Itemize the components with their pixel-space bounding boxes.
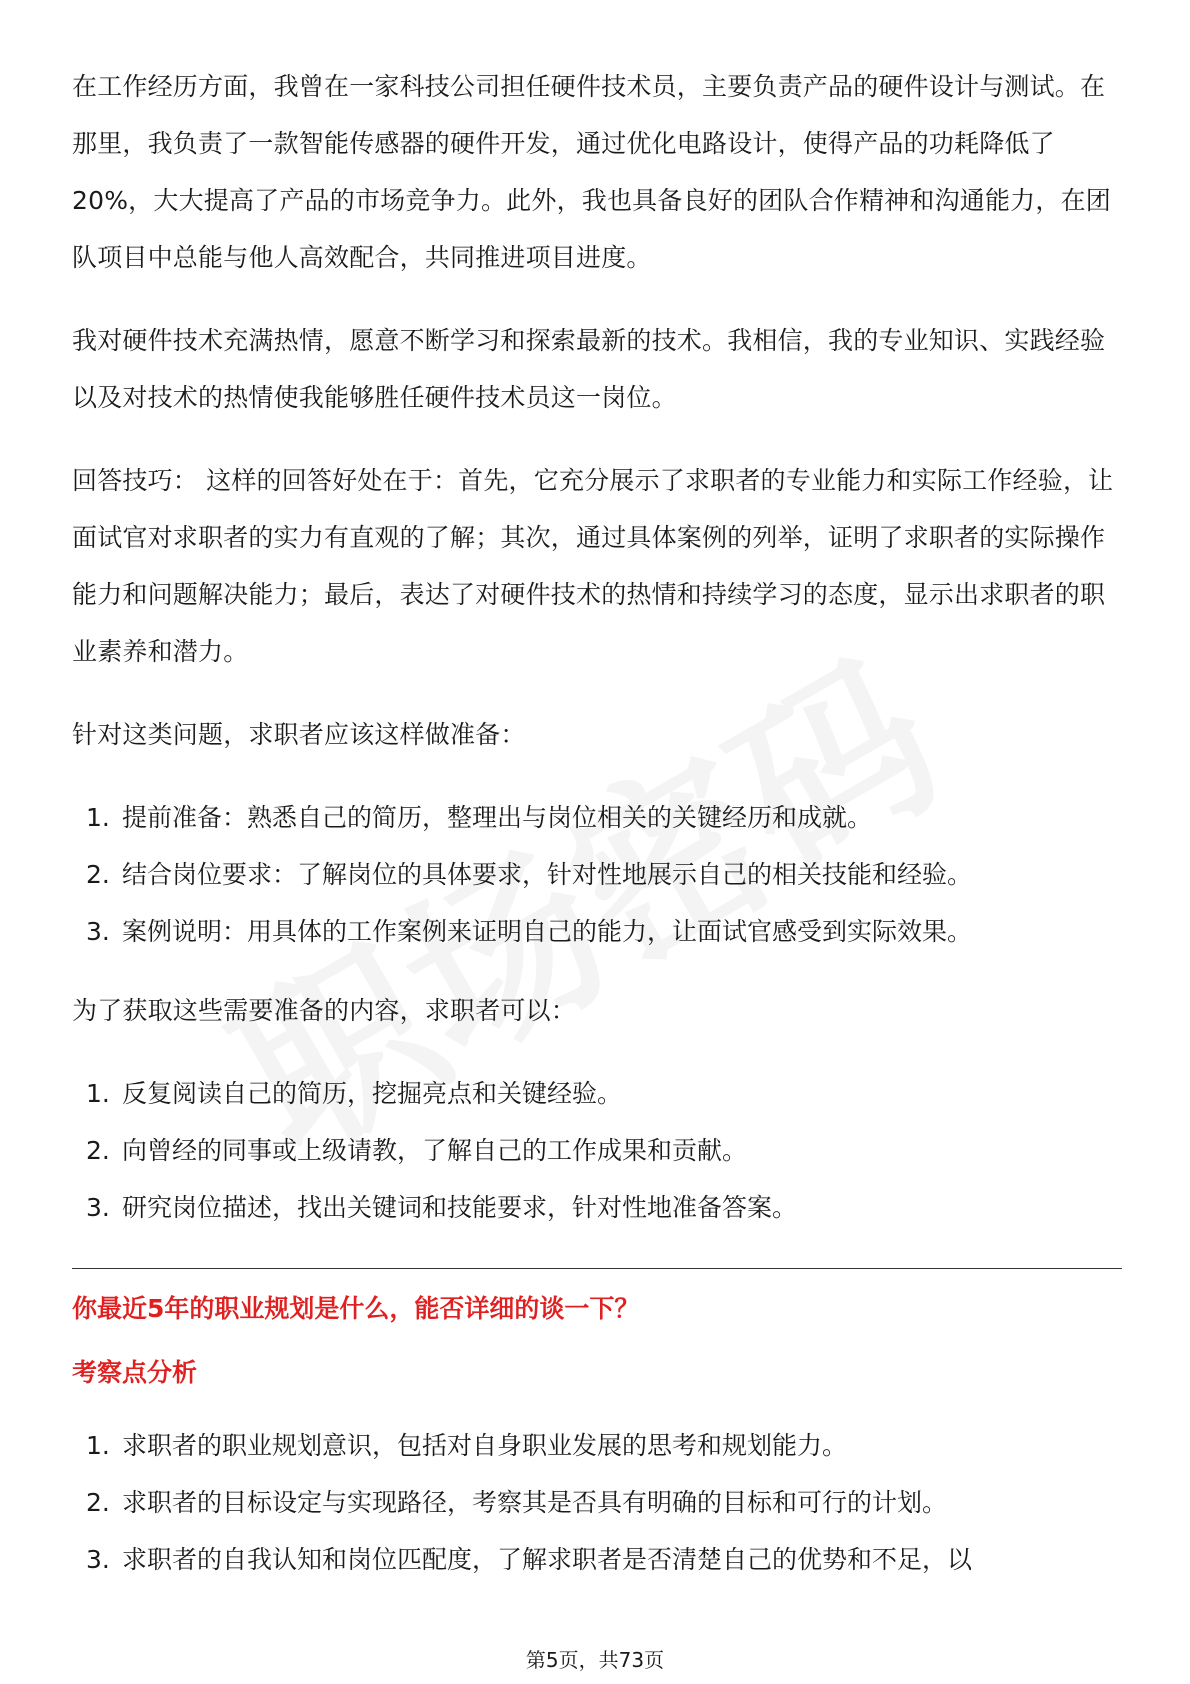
section-divider [72,1268,1122,1269]
list-text: 研究岗位描述，找出关键词和技能要求，针对性地准备答案。 [122,1193,798,1222]
list-item [72,789,1122,846]
list-item [72,846,1122,903]
list-text: 结合岗位要求：了解岗位的具体要求，针对性地展示自己的相关技能和经验。 [122,860,973,889]
list-item [72,1179,1122,1236]
list-number: 3. [86,1193,110,1222]
list-item [72,1065,1122,1122]
paragraph-work-experience: 在工作经历方面，我曾在一家科技公司担任硬件技术员，主要负责产品的硬件设计与测试。在那里，我负责了一款智能传感器的硬件开发，通过优化电路设计，使得产品的功耗降低了20%，大大提高了产品的市场竞争力。此外，我也具备良好的团队合作精神和沟通能力，在团队项目中总能与他人高效配合，共同推进项目进度。 [72,72,1111,272]
list-item [72,903,1122,960]
list-text: 提前准备：熟悉自己的简历，整理出与岗位相关的关键经历和成就。 [122,803,873,832]
list-number: 1. [86,803,110,832]
list-text: 案例说明：用具体的工作案例来证明自己的能力，让面试官感受到实际效果。 [122,917,973,946]
list-text: 求职者的自我认知和岗位匹配度，了解求职者是否清楚自己的优势和不足，以 [122,1545,973,1574]
list-item [72,1122,1122,1179]
list-text: 求职者的目标设定与实现路径，考察其是否具有明确的目标和可行的计划。 [122,1488,948,1517]
paragraph-passion: 我对硬件技术充满热情，愿意不断学习和探索最新的技术。我相信，我的专业知识、实践经验以及对技术的热情使我能够胜任硬件技术员这一岗位。 [72,326,1106,412]
question-subtitle: 考察点分析 [72,1358,198,1387]
list-text: 反复阅读自己的简历，挖掘亮点和关键经验。 [122,1079,623,1108]
prep-list [72,789,1122,960]
list-item [72,1531,1122,1588]
list-number: 2. [86,1136,110,1165]
question-title: 你最近5年的职业规划是什么，能否详细的谈一下？ [72,1294,640,1323]
analysis-points-list [72,1417,1122,1588]
list-number: 2. [86,1488,110,1517]
list-number: 1. [86,1431,110,1460]
list-number: 3. [86,917,110,946]
list-text: 向曾经的同事或上级请教，了解自己的工作成果和贡献。 [122,1136,748,1165]
paragraph-prep-intro: 针对这类问题，求职者应该这样做准备： [72,720,526,749]
list-item [72,1417,1122,1474]
page-footer: 第5页，共73页 [525,1648,665,1672]
paragraph-obtain-intro: 为了获取这些需要准备的内容，求职者可以： [72,996,577,1025]
document-page [72,58,1122,1610]
paragraph-answer-tips: 回答技巧： 这样的回答好处在于：首先，它充分展示了求职者的专业能力和实际工作经验，让面试官对求职者的实力有直观的了解；其次，通过具体案例的列举，证明了求职者的实际操作能力和问题解决能力；最后，表达了对硬件技术的热情和持续学习的态度，显示出求职者的职业素养和潜力。 [72,466,1114,666]
list-item [72,1474,1122,1531]
list-number: 1. [86,1079,110,1108]
list-text: 求职者的职业规划意识，包括对自身职业发展的思考和规划能力。 [122,1431,848,1460]
list-number: 3. [86,1545,110,1574]
list-number: 2. [86,860,110,889]
obtain-list [72,1065,1122,1236]
